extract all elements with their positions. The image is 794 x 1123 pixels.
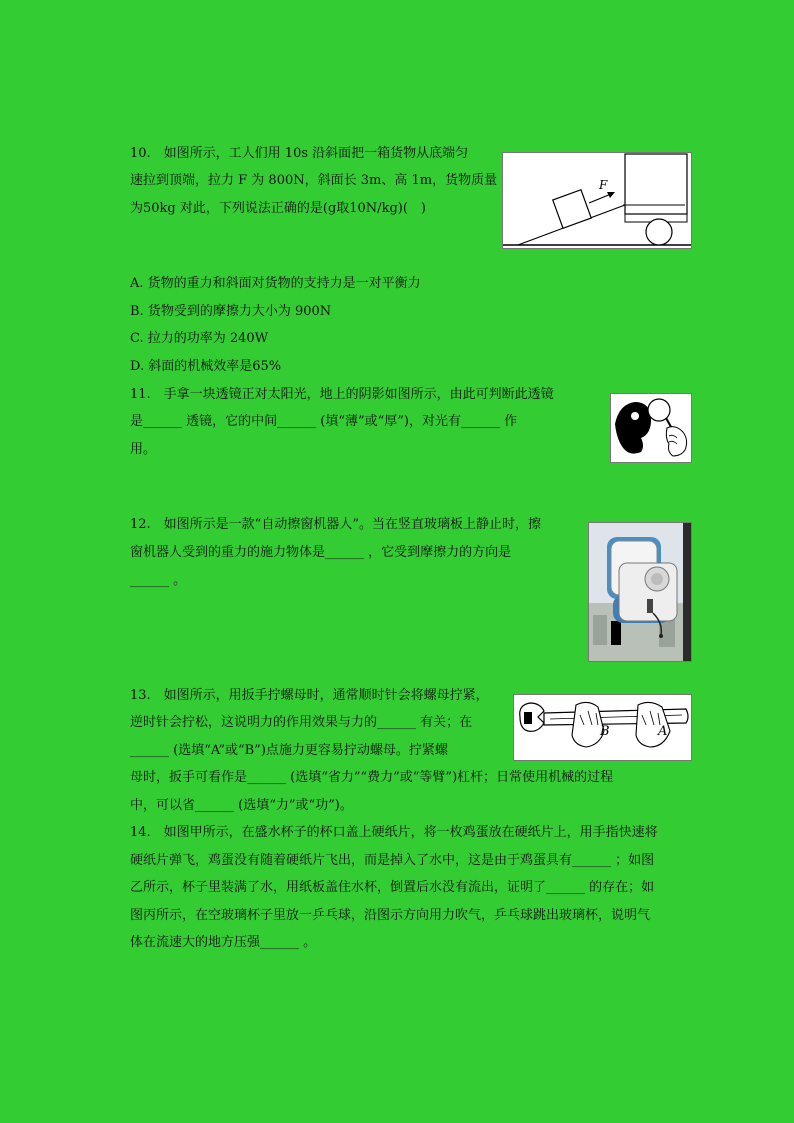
wrench-figure <box>513 694 692 761</box>
force-label: F <box>599 178 608 192</box>
q12-line-1: 12. 如图所示是一款“自动擦窗机器人”。当在竖直玻璃板上静止时，擦 <box>130 517 541 532</box>
q10-option-d: D. 斜面的机械效率是65% <box>130 359 282 374</box>
window-robot-photo <box>588 522 692 662</box>
q10-stem-line-2: 速拉到顶端，拉力 F 为 800N，斜面长 3m、高 1m，货物质量 <box>130 173 498 188</box>
q10-stem-line-3: 为50kg 对此，下列说法正确的是(g取10N/kg)( ) <box>130 201 426 216</box>
q13-line-2: 逆时针会拧松，这说明力的作用效果与力的______ 有关；在 <box>130 715 473 730</box>
q11-line-3: 用。 <box>130 442 157 457</box>
q10-option-c: C. 拉力的功率为 240W <box>130 331 269 346</box>
q11-line-1: 11. 手拿一块透镜正对太阳光，地上的阴影如图所示，由此可判断此透镜 <box>130 387 554 402</box>
q10-option-a: A. 货物的重力和斜面对货物的支持力是一对平衡力 <box>130 276 421 291</box>
q10-option-b: B. 货物受到的摩擦力大小为 900N <box>130 304 332 319</box>
lens-shadow-figure <box>610 393 692 463</box>
q13-line-4: 母时，扳手可看作是______ (选填“省力”“费力”或“等臂”)杠杆；日常使用机械的过程 <box>130 770 614 785</box>
q14-line-5: 体在流速大的地方压强______ 。 <box>130 935 317 950</box>
q13-line-3: ______ (选填“A”或“B”)点施力更容易拧动螺母。拧紧螺 <box>130 743 448 758</box>
q12-line-3: ______ 。 <box>130 573 187 588</box>
q13-line-5: 中，可以省______ (选填“力”或“功”)。 <box>130 798 353 813</box>
q14-line-3: 乙所示，杯子里装满了水，用纸板盖住水杯，倒置后水没有流出，证明了______ 的存在；如 <box>130 880 655 895</box>
q12-line-2: 窗机器人受到的重力的施力物体是______ ，它受到摩擦力的方向是 <box>130 545 512 560</box>
point-b-label: B <box>600 724 610 739</box>
q14-line-2: 硬纸片弹飞，鸡蛋没有随着硬纸片飞出，而是掉入了水中，这是由于鸡蛋具有______ ；如图 <box>130 853 655 868</box>
q10-stem-line-1: 10. 如图所示，工人们用 10s 沿斜面把一箱货物从底端匀 <box>130 146 469 161</box>
incline-truck-figure <box>502 152 692 249</box>
q11-line-2: 是______ 透镜，它的中间______ (填“薄”或“厚”)，对光有______ 作 <box>130 414 518 429</box>
q14-line-1: 14. 如图甲所示，在盛水杯子的杯口盖上硬纸片，将一枚鸡蛋放在硬纸片上，用手指快速将 <box>130 825 658 840</box>
point-a-label: A <box>658 724 668 739</box>
q13-line-1: 13. 如图所示，用扳手拧螺母时，通常顺时针会将螺母拧紧， <box>130 688 489 703</box>
q14-line-4: 图丙所示，在空玻璃杯子里放一乒乓球，沿图示方向用力吹气，乒乓球跳出玻璃杯，说明气 <box>130 908 651 923</box>
